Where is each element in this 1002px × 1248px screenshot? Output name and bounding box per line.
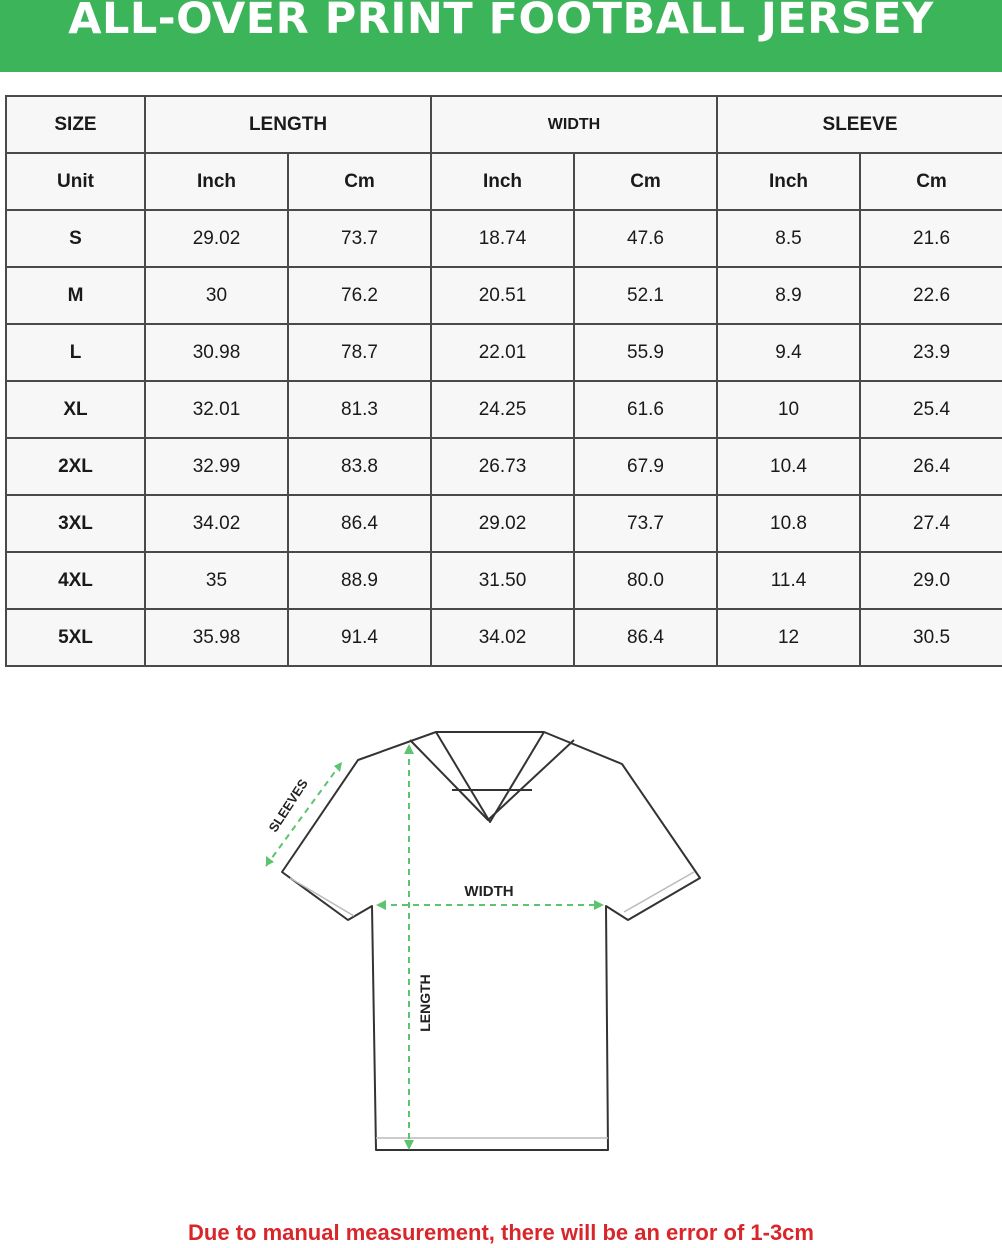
- cell-width-cm: 52.1: [574, 267, 717, 324]
- sleeve-arrow-head-bottom: [266, 856, 274, 866]
- sleeve-arrow-head-top: [334, 762, 342, 772]
- cell-length-inch: 35: [145, 552, 288, 609]
- table-row: [6, 324, 1002, 381]
- cell-width-cm: 47.6: [574, 210, 717, 267]
- cell-length-cm: 78.7: [288, 324, 431, 381]
- cell-size: M: [6, 267, 145, 324]
- unit-length-cm: Cm: [288, 153, 431, 210]
- cell-width-cm: 73.7: [574, 495, 717, 552]
- cell-width-cm: 86.4: [574, 609, 717, 666]
- cell-width-cm: 55.9: [574, 324, 717, 381]
- cell-sleeve-cm: 27.4: [860, 495, 1002, 552]
- cell-length-inch: 30.98: [145, 324, 288, 381]
- table-row: [6, 267, 1002, 324]
- table-row: [6, 609, 1002, 666]
- cell-width-inch: 26.73: [431, 438, 574, 495]
- unit-width-cm: Cm: [574, 153, 717, 210]
- measurement-note: Due to manual measurement, there will be an error of 1-3cm: [188, 1220, 814, 1245]
- cell-sleeve-inch: 12: [717, 609, 860, 666]
- title-banner: [0, 0, 1002, 72]
- table-row: [6, 495, 1002, 552]
- cell-length-cm: 76.2: [288, 267, 431, 324]
- cell-length-cm: 86.4: [288, 495, 431, 552]
- cell-sleeve-inch: 9.4: [717, 324, 860, 381]
- cell-length-cm: 73.7: [288, 210, 431, 267]
- cell-sleeve-cm: 25.4: [860, 381, 1002, 438]
- cell-size: XL: [6, 381, 145, 438]
- cell-sleeve-cm: 29.0: [860, 552, 1002, 609]
- cell-length-inch: 32.01: [145, 381, 288, 438]
- cell-length-inch: 34.02: [145, 495, 288, 552]
- cell-sleeve-inch: 11.4: [717, 552, 860, 609]
- unit-sleeve-inch: Inch: [717, 153, 860, 210]
- size-chart-table: [5, 95, 1002, 667]
- length-label: LENGTH: [417, 974, 433, 1032]
- cell-sleeve-cm: 23.9: [860, 324, 1002, 381]
- header-length: LENGTH: [145, 96, 431, 153]
- cell-sleeve-inch: 10: [717, 381, 860, 438]
- cell-width-inch: 20.51: [431, 267, 574, 324]
- cell-width-inch: 34.02: [431, 609, 574, 666]
- header-sleeve: SLEEVE: [717, 96, 1002, 153]
- cell-size: 2XL: [6, 438, 145, 495]
- cell-length-inch: 35.98: [145, 609, 288, 666]
- header-size: SIZE: [6, 96, 145, 153]
- cell-width-cm: 67.9: [574, 438, 717, 495]
- table-unit-row: [6, 153, 1002, 210]
- sleeves-label: SLEEVES: [265, 776, 311, 835]
- cell-width-inch: 24.25: [431, 381, 574, 438]
- cell-sleeve-inch: 8.9: [717, 267, 860, 324]
- unit-length-inch: Inch: [145, 153, 288, 210]
- cell-length-cm: 83.8: [288, 438, 431, 495]
- cell-sleeve-cm: 21.6: [860, 210, 1002, 267]
- cell-length-cm: 88.9: [288, 552, 431, 609]
- cell-width-inch: 29.02: [431, 495, 574, 552]
- cell-width-inch: 31.50: [431, 552, 574, 609]
- cell-length-inch: 30: [145, 267, 288, 324]
- table-row: [6, 552, 1002, 609]
- cell-size: 3XL: [6, 495, 145, 552]
- cell-size: L: [6, 324, 145, 381]
- cell-size: 5XL: [6, 609, 145, 666]
- cell-width-cm: 80.0: [574, 552, 717, 609]
- cell-sleeve-inch: 8.5: [717, 210, 860, 267]
- cell-width-inch: 22.01: [431, 324, 574, 381]
- cell-length-cm: 81.3: [288, 381, 431, 438]
- cell-sleeve-cm: 22.6: [860, 267, 1002, 324]
- width-label: WIDTH: [464, 883, 514, 900]
- unit-width-inch: Inch: [431, 153, 574, 210]
- cell-length-cm: 91.4: [288, 609, 431, 666]
- cell-length-inch: 32.99: [145, 438, 288, 495]
- cell-sleeve-inch: 10.8: [717, 495, 860, 552]
- jersey-outline-icon: [282, 732, 700, 1150]
- table-row: [6, 438, 1002, 495]
- table-row: [6, 210, 1002, 267]
- cell-width-inch: 18.74: [431, 210, 574, 267]
- cell-width-cm: 61.6: [574, 381, 717, 438]
- table-header-row: [6, 96, 1002, 153]
- table-row: [6, 381, 1002, 438]
- unit-label: Unit: [6, 153, 145, 210]
- cell-size: S: [6, 210, 145, 267]
- unit-sleeve-cm: Cm: [860, 153, 1002, 210]
- cell-size: 4XL: [6, 552, 145, 609]
- cell-sleeve-inch: 10.4: [717, 438, 860, 495]
- page-title: ALL-OVER PRINT FOOTBALL JERSEY: [68, 0, 934, 44]
- jersey-diagram: [0, 700, 1002, 1180]
- cell-sleeve-cm: 30.5: [860, 609, 1002, 666]
- cell-sleeve-cm: 26.4: [860, 438, 1002, 495]
- header-width: WIDTH: [431, 96, 717, 153]
- cell-length-inch: 29.02: [145, 210, 288, 267]
